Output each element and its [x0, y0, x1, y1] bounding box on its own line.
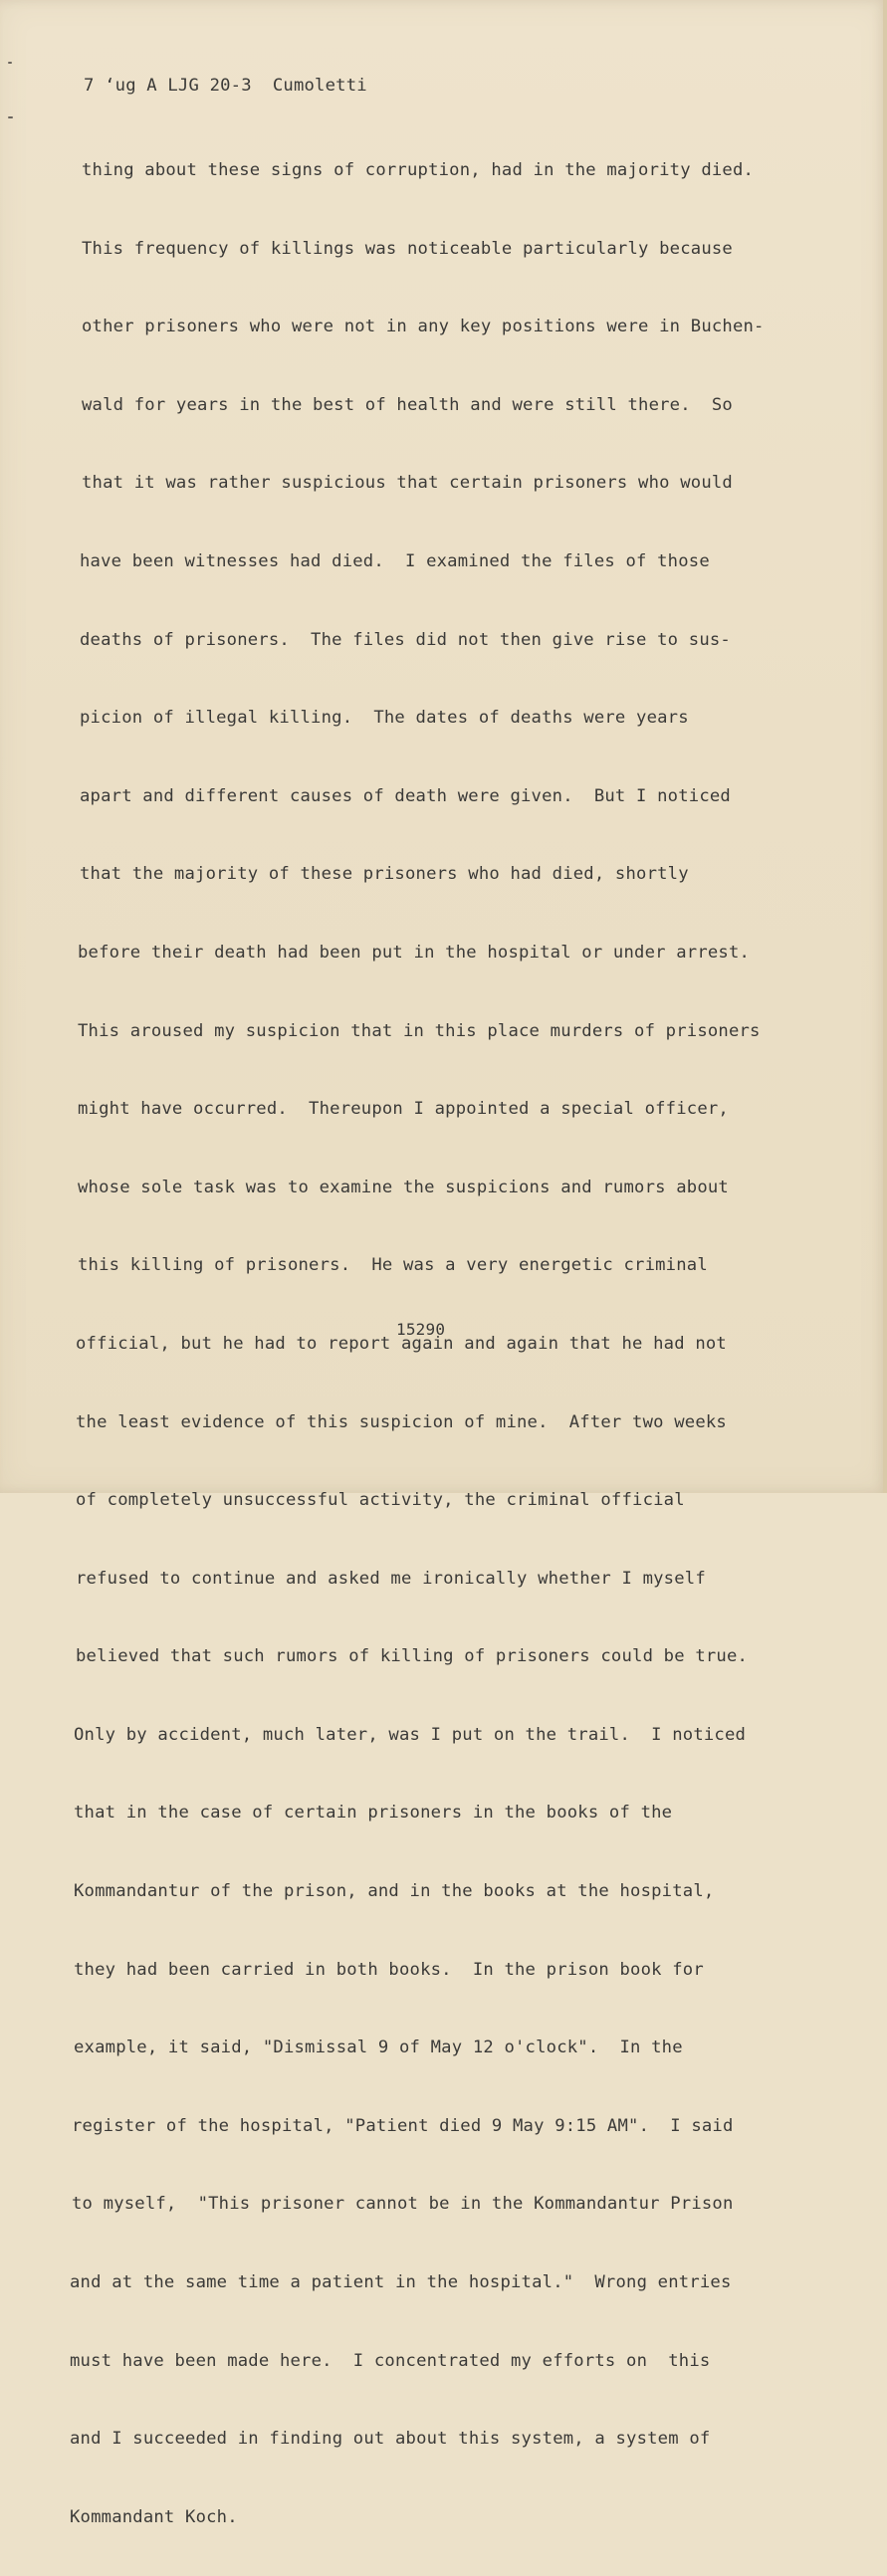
- text-line: This aroused my suspicion that in this place murders of prisoners: [78, 1020, 761, 1041]
- text-line: and at the same time a patient in the hospital." Wrong entries: [70, 2272, 732, 2293]
- text-line: Only by accident, much later, was I put on the trail. I noticed: [74, 1724, 747, 1745]
- page-header: 7 ‘ug A LJG 20-3 Cumoletti: [84, 76, 367, 96]
- text-line: official, but he had to report again and again that he had not: [76, 1333, 727, 1354]
- text-line: register of the hospital, "Patient died 9 May 9:15 AM". I said: [72, 2115, 734, 2136]
- text-line: believed that such rumors of killing of prisoners could be true.: [76, 1646, 749, 1667]
- body-text: [70, 111, 846, 2576]
- text-line: before their death had been put in the hospital or under arrest.: [78, 942, 751, 963]
- margin-mark-top: [8, 62, 12, 64]
- text-line: Kommandant Koch.: [70, 2506, 238, 2527]
- text-line: thing about these signs of corruption, had in the majority died.: [82, 160, 755, 180]
- text-line: of completely unsuccessful activity, the criminal official: [76, 1490, 685, 1511]
- text-line: refused to continue and asked me ironically whether I myself: [76, 1568, 706, 1589]
- text-line: other prisoners who were not in any key positions were in Buchen-: [82, 317, 765, 337]
- text-line: that the majority of these prisoners who had died, shortly: [80, 864, 689, 885]
- text-line: and I succeeded in finding out about this system, a system of: [70, 2429, 711, 2450]
- text-line: picion of illegal killing. The dates of deaths were years: [80, 708, 689, 729]
- text-line: Kommandantur of the prison, and in the books at the hospital,: [74, 1881, 715, 1902]
- text-line: that it was rather suspicious that certain prisoners who would: [82, 473, 733, 494]
- text-line: the least evidence of this suspicion of mine. After two weeks: [76, 1411, 727, 1432]
- text-line: might have occurred. Thereupon I appointed a special officer,: [78, 1099, 729, 1120]
- margin-mark-bottom: [8, 116, 13, 118]
- text-line: have been witnesses had died. I examined the files of those: [80, 550, 710, 571]
- text-line: apart and different causes of death were given. But I noticed: [80, 785, 731, 806]
- text-line: to myself, "This prisoner cannot be in the Kommandantur Prison: [72, 2194, 734, 2215]
- text-line: deaths of prisoners. The files did not then give rise to sus-: [80, 629, 731, 650]
- text-line: whose sole task was to examine the suspicions and rumors about: [78, 1177, 729, 1197]
- text-line: example, it said, "Dismissal 9 of May 12 o'clock". In the: [74, 2038, 683, 2058]
- paper-edge: [883, 0, 887, 1493]
- text-line: that in the case of certain prisoners in the books of the: [74, 1803, 673, 1824]
- text-line: This frequency of killings was noticeable particularly because: [82, 238, 733, 259]
- text-line: must have been made here. I concentrated my efforts on this: [70, 2350, 711, 2371]
- text-line: they had been carried in both books. In the prison book for: [74, 1959, 704, 1980]
- page-number: 15290: [396, 1320, 446, 1339]
- text-line: wald for years in the best of health and were still there. So: [82, 394, 733, 415]
- text-line: this killing of prisoners. He was a very energetic criminal: [78, 1255, 708, 1276]
